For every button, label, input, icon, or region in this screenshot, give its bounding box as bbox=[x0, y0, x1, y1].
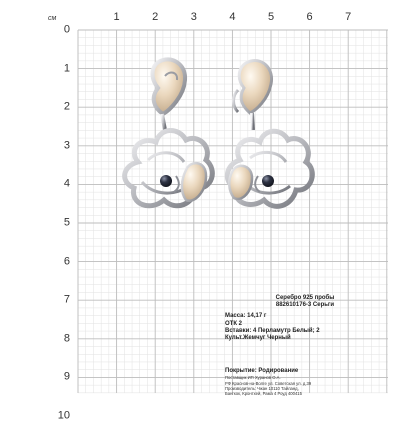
ruler-y-tick-label: 0 bbox=[63, 23, 70, 36]
supplier-line: РФ Краснов-на-Волге ул. Советская ул. д.39 bbox=[225, 380, 312, 386]
ruler-x-tick-label: 3 bbox=[190, 11, 197, 23]
product-title-line1: Серебро 925 пробы bbox=[275, 295, 335, 301]
ruler-y-tick-label: 4 bbox=[63, 177, 70, 190]
product-otk: ОТК 2 bbox=[225, 320, 242, 327]
ruler-x-tick-label: 6 bbox=[306, 11, 313, 23]
ruler-x-tick-label: 7 bbox=[345, 11, 352, 23]
ruler-x-tick-label: 4 bbox=[229, 11, 236, 23]
ruler-y-tick-label: 1 bbox=[63, 62, 70, 75]
ruler-y-tick-label: 6 bbox=[63, 255, 70, 268]
ruler-y-tick-label: 2 bbox=[63, 100, 70, 113]
left-earring bbox=[125, 59, 213, 205]
ruler-y-tick-label: 3 bbox=[63, 139, 70, 152]
ruler-x-tick-label: 1 bbox=[113, 11, 120, 23]
product-title-line2: 882610176-3 Серьги bbox=[275, 302, 335, 309]
supplier-line: Поставщик ИП Хуранов О.А. bbox=[225, 375, 281, 381]
supplier-line: Производитель: Чжан 10110 Тайланд, bbox=[225, 385, 299, 391]
product-info-panel bbox=[225, 295, 385, 396]
ruler-y-tick-label: 7 bbox=[63, 293, 70, 306]
product-inserts: Вставки: 4 Перламутр Белый; 2 bbox=[225, 327, 320, 334]
ruler-y-tick-label: 5 bbox=[63, 216, 70, 229]
product-mass: Масса: 14,17 г bbox=[225, 313, 267, 320]
ruler-x-tick-label: 2 bbox=[152, 11, 159, 23]
ruler-x-tick-label: 5 bbox=[267, 11, 275, 23]
product-coating: Покрытие: Родирование bbox=[225, 368, 299, 375]
product-culture: Культ.Жемчуг Черный bbox=[225, 335, 291, 342]
supplier-line: Бангкок, Кронтхей, Рама 4 Роуд 400415 bbox=[225, 391, 302, 397]
ruler-unit-label: см bbox=[48, 15, 57, 22]
ruler-y-tick-label: 10 bbox=[57, 409, 70, 422]
ruler-y-tick-label: 9 bbox=[63, 370, 70, 383]
ruler-y-tick-label: 8 bbox=[63, 332, 70, 345]
